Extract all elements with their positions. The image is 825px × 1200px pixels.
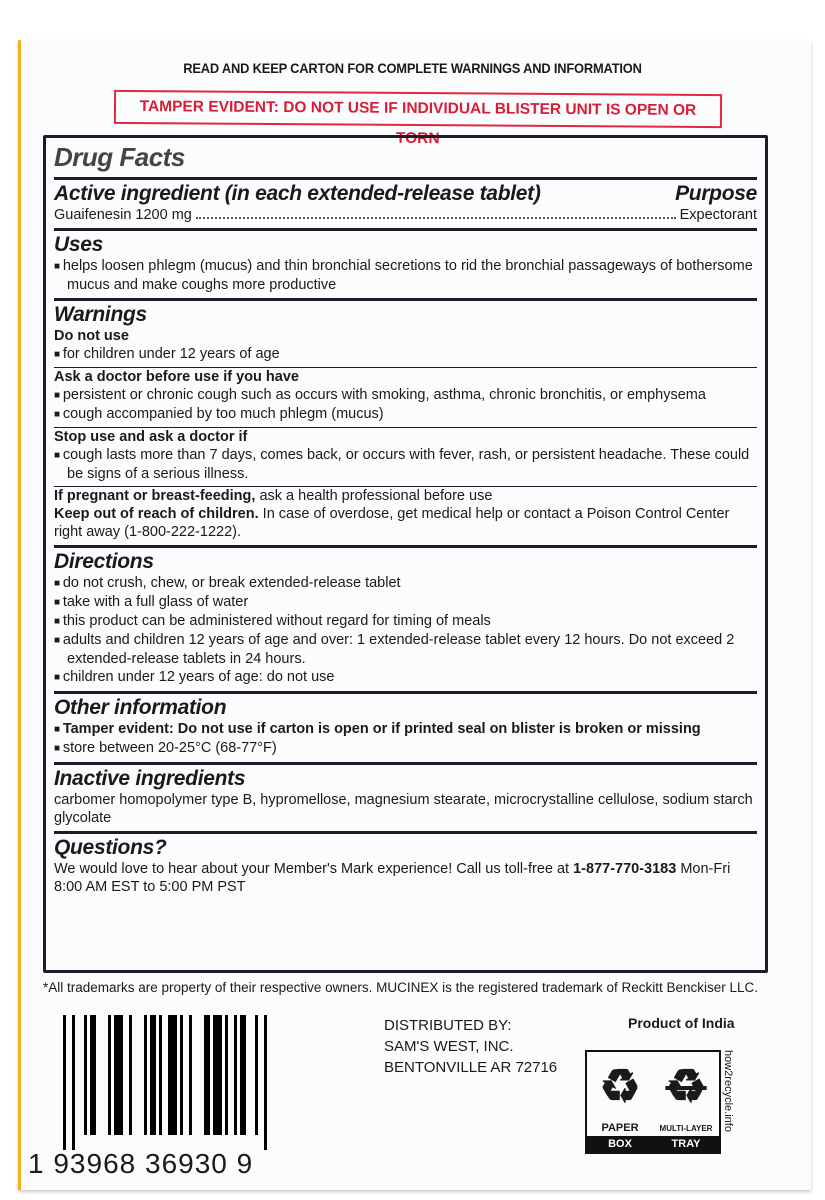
drug-facts-title: Drug Facts	[54, 142, 185, 172]
list-item: ■ for children under 12 years of age	[54, 345, 757, 364]
list-item: ■ cough lasts more than 7 days, comes back, or occurs with fever, rash, or persistent headache. These could be signs of a serious illness.	[54, 446, 757, 483]
distributor: DISTRIBUTED BY: SAM'S WEST, INC. BENTONVILLE AR 72716	[384, 1017, 558, 1076]
warnings-heading: Warnings	[54, 303, 147, 326]
barcode-bar	[63, 1015, 66, 1150]
questions-text: We would love to hear about your Member's Mark experience! Call us toll-free at 1-877-770-3183 Mon-Fri 8:00 AM EST to 5:00 PM PST	[54, 861, 731, 895]
uses-heading: Uses	[54, 233, 104, 256]
barcode-bar	[150, 1015, 156, 1135]
barcode-bar	[108, 1015, 111, 1135]
directions-heading: Directions	[54, 550, 154, 573]
other-heading: Other information	[54, 696, 227, 719]
list-item: ■ take with a full glass of water	[54, 593, 757, 612]
active-heading: Active ingredient (in each extended-release tablet)	[54, 182, 541, 205]
inactive-section	[54, 762, 757, 831]
barcode-bar	[213, 1015, 222, 1135]
questions-heading: Questions?	[54, 836, 167, 859]
list-item: ■ children under 12 years of age: do not use	[54, 668, 757, 687]
barcode-bar	[189, 1015, 192, 1135]
list-item: ■ adults and children 12 years of age and over: 1 extended-release tablet every 12 hours. Do not exceed 2 extended-release tablets in 24 hours.	[54, 631, 757, 668]
recycle-icon: ♻	[599, 1060, 641, 1112]
barcode-bar	[225, 1015, 228, 1135]
recycle-site: how2recycle.info	[722, 1050, 734, 1132]
barcode-bar	[264, 1015, 267, 1150]
list-item: ■ Tamper evident: Do not use if carton is open or if printed seal on blister is broken or missing	[54, 720, 757, 739]
list-item: ■ this product can be administered without regard for timing of meals	[54, 612, 757, 631]
inactive-heading: Inactive ingredients	[54, 767, 246, 790]
not-recyclable-icon: ♻	[665, 1060, 707, 1112]
uses-section	[54, 228, 757, 298]
barcode-bar	[234, 1015, 237, 1135]
barcode-bar	[180, 1015, 183, 1135]
ingredient: Guaifenesin 1200 mg	[54, 207, 192, 223]
list-item: ■ do not crush, chew, or break extended-release tablet	[54, 574, 757, 593]
barcode-bar	[90, 1015, 96, 1135]
list-item: ■ persistent or chronic cough such as occurs with smoking, asthma, chronic bronchitis, or emphysema	[54, 386, 757, 405]
barcode-bar	[255, 1015, 258, 1135]
product-origin: Product of India	[628, 1015, 735, 1031]
barcode-bar	[114, 1015, 123, 1135]
barcode-bar	[168, 1015, 177, 1135]
barcode-number: 1 93968 36930 9	[28, 1148, 254, 1179]
purpose: Expectorant	[679, 207, 757, 223]
barcode-bar	[240, 1015, 246, 1135]
inactive-text: carbomer homopolymer type B, hypromellose, magnesium stearate, microcrystalline cellulose, sodium starch glycolate	[54, 792, 753, 826]
trademark-note: *All trademarks are property of their respective owners. MUCINEX is the registered trademark of Reckitt Benckiser LLC.	[43, 980, 759, 995]
pregnant-warning: If pregnant or breast-feeding, ask a health professional before use	[54, 488, 493, 504]
other-info-section	[54, 691, 757, 762]
barcode-bar	[144, 1015, 147, 1135]
warnings-section	[54, 298, 757, 545]
barcode-bar	[159, 1015, 162, 1135]
purpose-heading: Purpose	[675, 182, 757, 205]
drug-facts-panel	[43, 135, 768, 973]
list-item: ■ store between 20-25°C (68-77°F)	[54, 739, 757, 758]
read-keep-notice: READ AND KEEP CARTON FOR COMPLETE WARNINGS AND INFORMATION	[183, 60, 642, 76]
stop-use: Stop use and ask a doctor if	[54, 429, 248, 445]
how2recycle-label: ♻ ♻ PAPER MULTI-LAYER BOX TRAY	[585, 1050, 721, 1154]
directions-section	[54, 545, 757, 691]
barcode-bar	[84, 1015, 87, 1135]
list-item: ■ cough accompanied by too much phlegm (mucus)	[54, 405, 757, 424]
do-not-use: Do not use	[54, 328, 129, 344]
uses-item: ■ helps loosen phlegm (mucus) and thin bronchial secretions to rid the bronchial passageways of bothersome mucus and make coughs more productive	[54, 257, 757, 294]
active-ingredient-section	[54, 177, 757, 228]
barcode-bar	[204, 1015, 210, 1135]
keep-out-warning: Keep out of reach of children. In case of overdose, get medical help or contact a Poison Control Center right away (1-800-222-1222).	[54, 506, 730, 540]
tamper-warning-box: TAMPER EVIDENT: DO NOT USE IF INDIVIDUAL BLISTER UNIT IS OPEN OR TORN	[114, 90, 722, 128]
barcode	[63, 1015, 338, 1150]
questions-section	[54, 831, 757, 900]
barcode-bar	[129, 1015, 132, 1135]
barcode-bar	[72, 1015, 75, 1150]
ask-doctor: Ask a doctor before use if you have	[54, 369, 299, 385]
